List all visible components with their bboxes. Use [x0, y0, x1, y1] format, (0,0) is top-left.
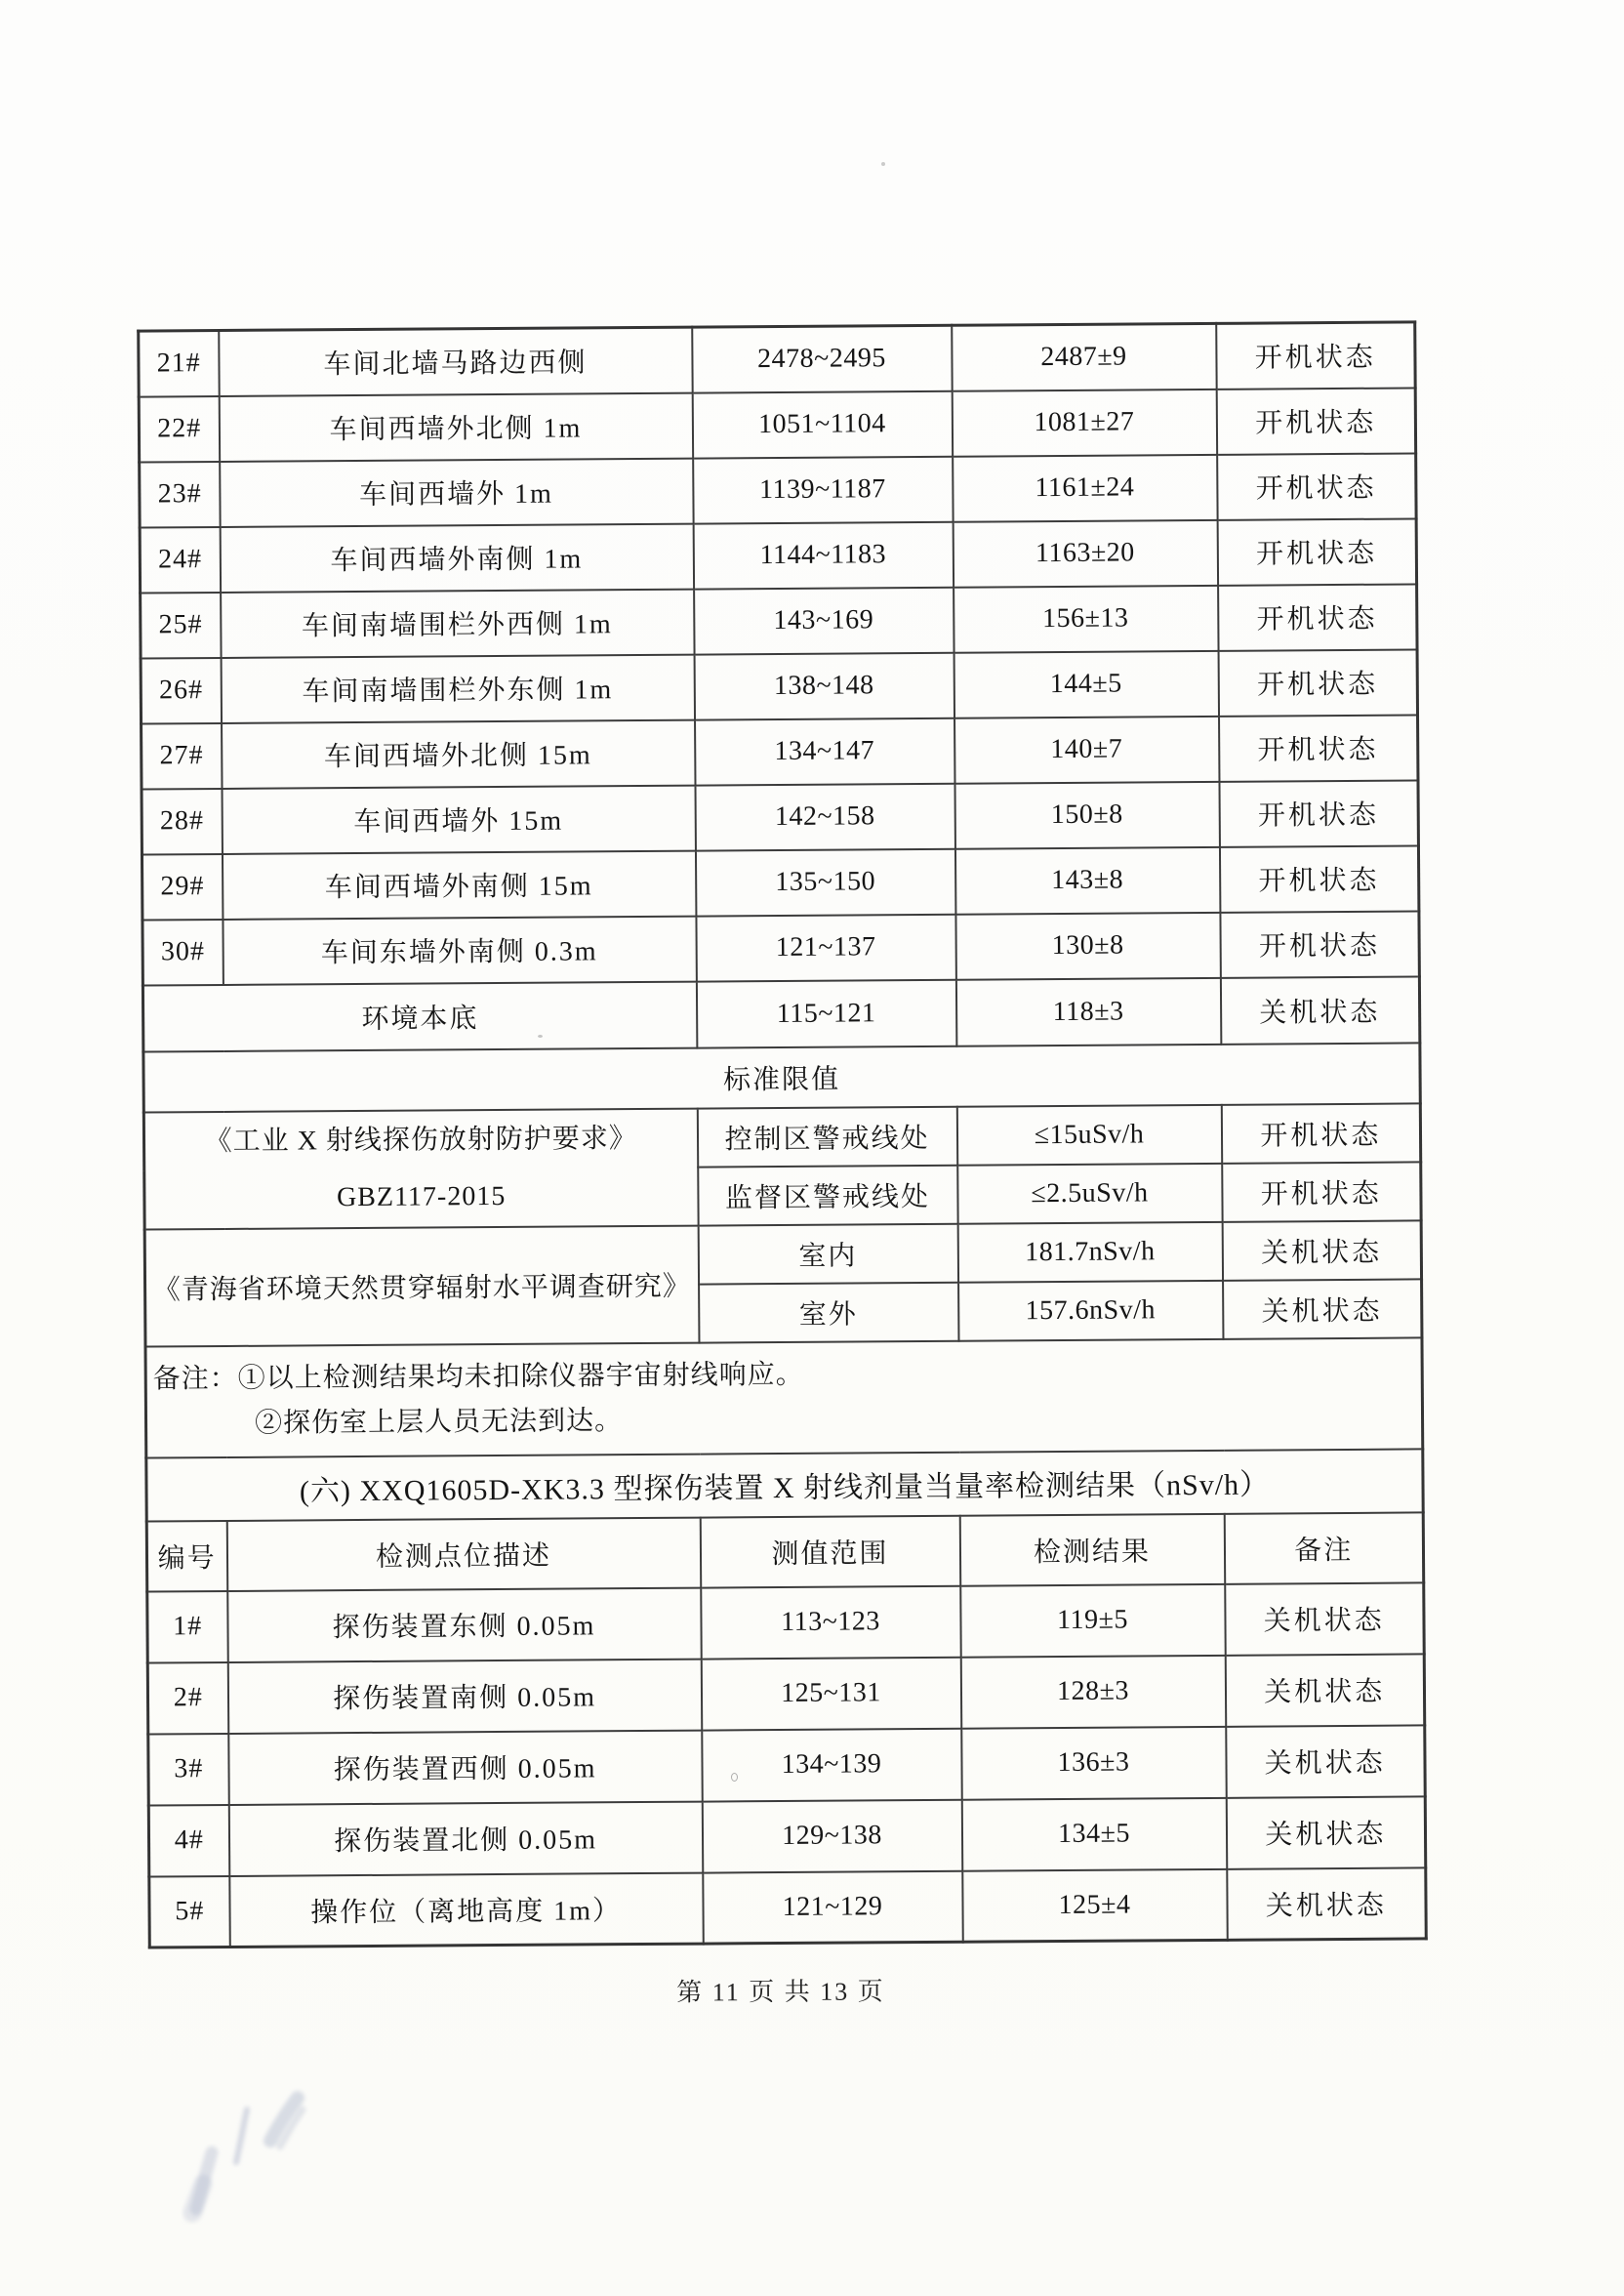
- status-note: 开机状态: [1221, 1103, 1420, 1163]
- page-number-footer: 第 11 页 共 13 页: [676, 1977, 885, 2007]
- status-note: 开机状态: [1219, 845, 1418, 912]
- status-note: 开机状态: [1219, 780, 1418, 846]
- column-header: 检测结果: [959, 1513, 1224, 1585]
- value-range: 138~148: [694, 652, 954, 719]
- point-description: 车间西墙外 1m: [220, 458, 693, 526]
- value-range: 1051~1104: [692, 390, 952, 458]
- table-row: [139, 388, 1415, 462]
- status-note: 开机状态: [1218, 584, 1417, 650]
- value-range: 113~123: [701, 1585, 961, 1659]
- table-row: [148, 1725, 1425, 1805]
- value-range: 121~129: [703, 1870, 963, 1944]
- point-id: 21#: [139, 331, 219, 397]
- table-row: [140, 518, 1416, 593]
- table-row: [148, 1796, 1425, 1876]
- column-header: 测值范围: [700, 1515, 959, 1587]
- result-value: 150±8: [954, 781, 1219, 848]
- table-row: [142, 715, 1418, 789]
- status-note: 开机状态: [1217, 453, 1416, 519]
- measurement-results-table: [137, 320, 1428, 1948]
- point-description: 探伤装置东侧 0.05m: [227, 1587, 701, 1661]
- point-id: 5#: [149, 1875, 230, 1948]
- table-row: [149, 1867, 1426, 1948]
- status-note: 关机状态: [1223, 1279, 1422, 1338]
- point-description: 操作位（离地高度 1m）: [229, 1872, 703, 1947]
- status-note: 关机状态: [1225, 1582, 1425, 1655]
- point-id: 29#: [142, 853, 222, 920]
- status-note: 开机状态: [1220, 911, 1419, 977]
- table-row: [142, 845, 1418, 920]
- limit-position: 室外: [699, 1282, 958, 1342]
- standard-name-line1: 《工业 X 射线探伤放射防护要求》: [204, 1123, 637, 1157]
- point-description: 车间西墙外北侧 15m: [222, 719, 695, 788]
- value-range: 142~158: [695, 783, 954, 850]
- value-range: 135~150: [695, 848, 954, 916]
- status-note: 关机状态: [1226, 1796, 1426, 1868]
- result-value: 144±5: [954, 650, 1218, 718]
- status-note: 开机状态: [1218, 649, 1417, 716]
- column-header: 备注: [1224, 1512, 1423, 1583]
- result-value: 1163±20: [953, 519, 1217, 587]
- value-range: 1139~1187: [693, 456, 953, 523]
- standard-row: [144, 1220, 1421, 1288]
- limit-position: 监督区警戒线处: [698, 1165, 957, 1225]
- point-id: 27#: [142, 722, 222, 789]
- point-description: 车间南墙围栏外东侧 1m: [221, 654, 694, 722]
- point-description: 车间东墙外南侧 0.3m: [223, 916, 696, 984]
- point-description: 车间西墙外 15m: [222, 785, 695, 853]
- report-body: [137, 320, 1425, 1948]
- remark-text: ①以上检测结果均未扣除仪器宇宙射线响应。: [237, 1359, 804, 1394]
- point-id: 22#: [139, 396, 219, 463]
- scan-speck: [881, 162, 885, 166]
- point-id: 25#: [141, 592, 221, 658]
- column-header: 编号: [146, 1520, 227, 1591]
- result-value: 134±5: [961, 1797, 1227, 1870]
- scan-speck: [409, 1011, 412, 1014]
- point-description: 车间西墙外南侧 15m: [222, 850, 695, 919]
- point-description: 探伤装置北侧 0.05m: [228, 1801, 702, 1875]
- remarks-cell: [145, 1337, 1423, 1457]
- point-description: 探伤装置西侧 0.05m: [228, 1730, 702, 1804]
- standard-name: [143, 1108, 698, 1229]
- remarks-row: [145, 1337, 1423, 1457]
- remark-text: ②探伤室上层人员无法到达。: [254, 1405, 624, 1439]
- point-id: 26#: [141, 657, 221, 723]
- status-note: 关机状态: [1227, 1867, 1427, 1940]
- value-range: 1144~1183: [693, 521, 953, 589]
- section-title-row: [146, 1449, 1423, 1521]
- limit-value: 181.7nSv/h: [957, 1221, 1222, 1282]
- point-id: 23#: [140, 461, 220, 527]
- column-header: 检测点位描述: [226, 1517, 700, 1590]
- table-row: [140, 453, 1416, 527]
- point-description: 探伤装置南侧 0.05m: [227, 1659, 701, 1733]
- value-range: 115~121: [696, 979, 955, 1047]
- table-row: [142, 911, 1419, 985]
- point-id: 28#: [142, 788, 222, 854]
- section-title: (六) XXQ1605D-XK3.3 型探伤装置 X 射线剂量当量率检测结果（nSv/h）: [146, 1449, 1423, 1521]
- status-note: 开机状态: [1222, 1162, 1421, 1221]
- standard-row: [143, 1103, 1420, 1170]
- result-value: 128±3: [960, 1655, 1226, 1728]
- standard-name: 《青海省环境天然贯穿辐射水平调查研究》: [144, 1225, 699, 1346]
- limit-position: 室内: [698, 1223, 957, 1284]
- limit-value: ≤15uSv/h: [956, 1104, 1221, 1165]
- point-description: 车间北墙马路边西侧: [219, 327, 692, 395]
- limit-value: 157.6nSv/h: [958, 1280, 1223, 1340]
- limit-value: ≤2.5uSv/h: [957, 1163, 1222, 1223]
- table-row: [142, 780, 1418, 854]
- remark-label: 备注：: [152, 1363, 238, 1394]
- limits-title: 标准限值: [143, 1043, 1420, 1112]
- result-value: 2487±9: [952, 323, 1216, 390]
- value-range: 121~137: [696, 914, 955, 981]
- background-label: 环境本底: [142, 981, 696, 1051]
- point-id: 4#: [148, 1804, 229, 1876]
- scan-speck: [538, 1035, 543, 1038]
- remark-line-2: [153, 1393, 1413, 1447]
- status-note: 开机状态: [1216, 388, 1415, 454]
- result-value: 118±3: [955, 977, 1220, 1046]
- point-id: 2#: [147, 1661, 228, 1734]
- status-note: 开机状态: [1216, 322, 1415, 389]
- status-note: 开机状态: [1217, 518, 1416, 585]
- result-value: 143±8: [954, 846, 1219, 914]
- point-id: 30#: [142, 919, 223, 985]
- table-row: [147, 1582, 1424, 1662]
- ink-smudge-mark: [181, 2055, 327, 2231]
- result-value: 130±8: [955, 912, 1220, 979]
- table-row: [139, 322, 1415, 396]
- value-range: 134~147: [695, 718, 954, 785]
- table2-header-row: [146, 1512, 1423, 1591]
- limits-header-row: [143, 1043, 1420, 1112]
- status-note: 关机状态: [1222, 1220, 1421, 1280]
- point-description: 车间西墙外北侧 1m: [219, 392, 692, 461]
- result-value: 1161±24: [953, 454, 1217, 521]
- value-range: 129~138: [702, 1799, 962, 1872]
- point-id: 3#: [148, 1733, 229, 1805]
- result-value: 136±3: [961, 1726, 1227, 1799]
- result-value: 140±7: [954, 716, 1219, 783]
- point-id: 24#: [140, 526, 220, 593]
- result-value: 119±5: [960, 1583, 1226, 1657]
- point-id: 1#: [147, 1590, 228, 1662]
- value-range: 125~131: [701, 1657, 961, 1730]
- limit-position: 控制区警戒线处: [697, 1106, 956, 1167]
- standard-name-line2: GBZ117-2015: [336, 1180, 507, 1212]
- point-description: 车间西墙外南侧 1m: [220, 523, 693, 592]
- status-note: 开机状态: [1219, 715, 1418, 781]
- scan-speck: [731, 1773, 738, 1782]
- table-row: [141, 649, 1417, 723]
- value-range: 143~169: [694, 587, 954, 654]
- value-range: 134~139: [702, 1728, 962, 1801]
- status-note: 关机状态: [1225, 1654, 1425, 1726]
- table-row: [141, 584, 1417, 658]
- status-note: 关机状态: [1220, 976, 1419, 1044]
- result-value: 125±4: [962, 1868, 1228, 1942]
- table-row: [147, 1654, 1424, 1734]
- value-range: 2478~2495: [692, 325, 952, 392]
- point-description: 车间南墙围栏外西侧 1m: [221, 589, 694, 657]
- result-value: 156±13: [954, 585, 1218, 652]
- status-note: 关机状态: [1226, 1725, 1426, 1797]
- background-row: [142, 976, 1419, 1051]
- result-value: 1081±27: [952, 389, 1216, 456]
